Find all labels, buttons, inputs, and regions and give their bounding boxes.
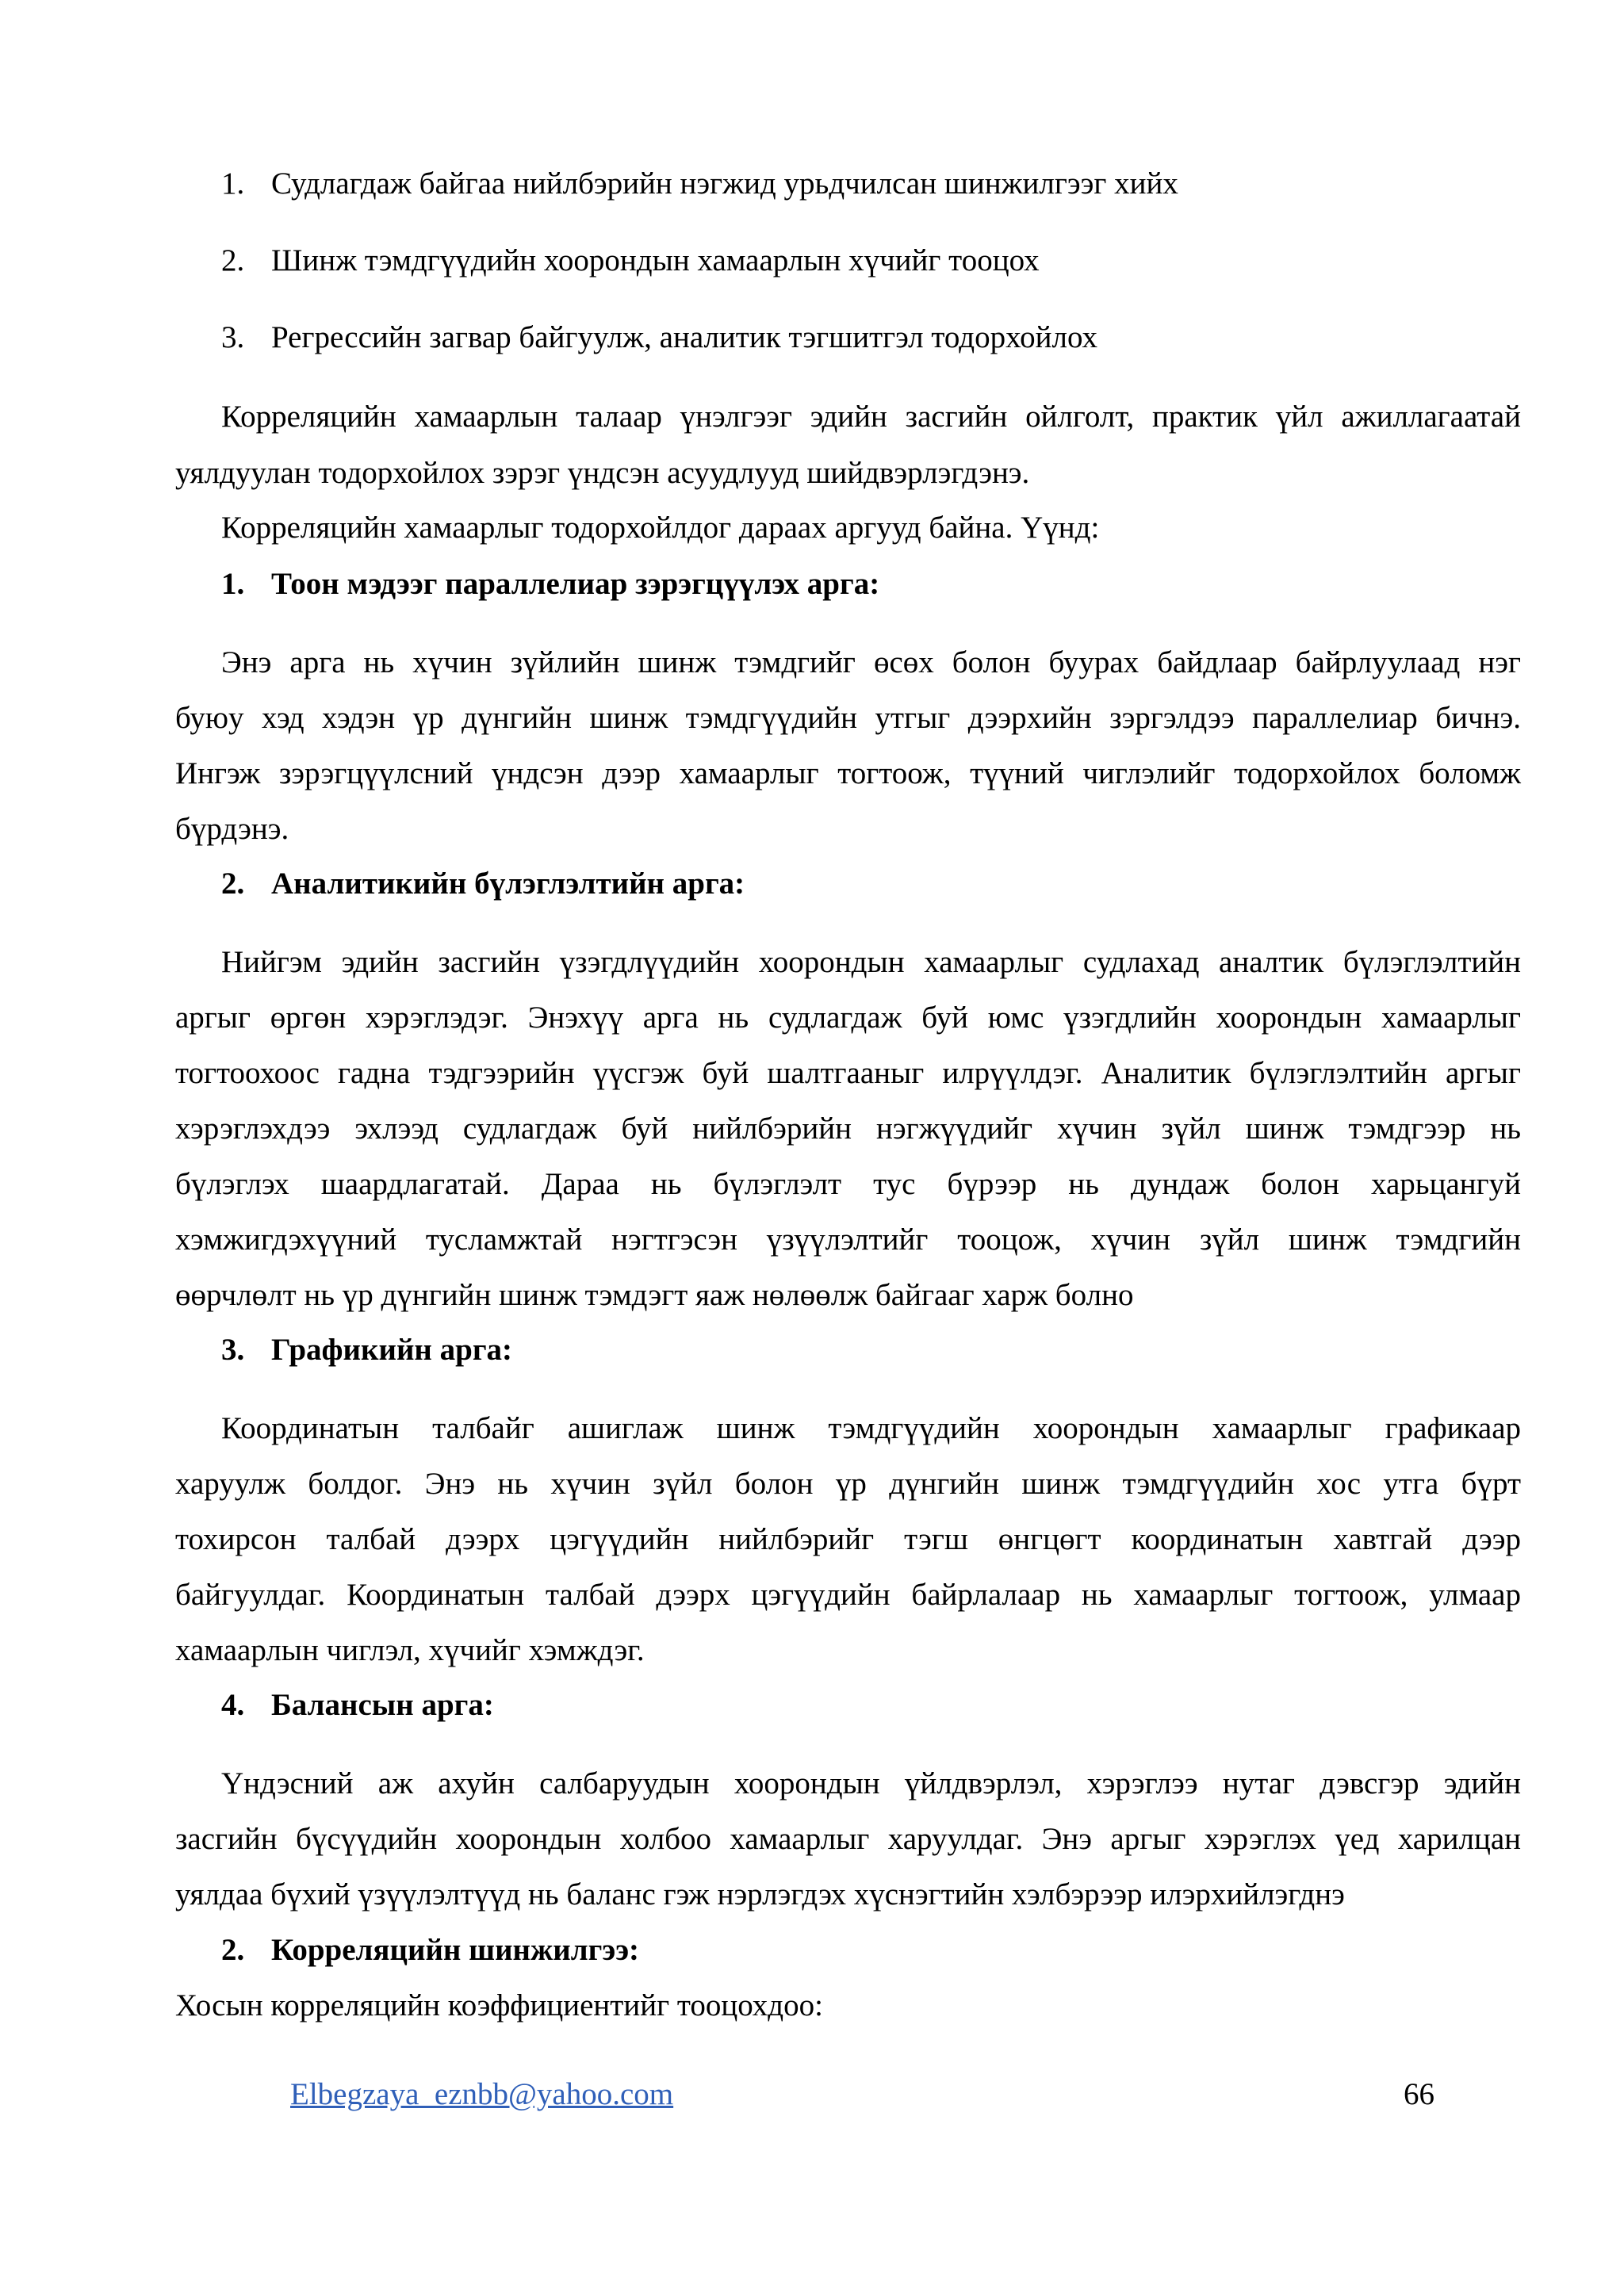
- section-heading: Корреляцийн шинжилгээ:: [271, 1933, 640, 1967]
- paragraph-line: хэмжигдэхүүний тусламжтай нэгтгэсэн үзүүлэлтийг тооцож, хүчин зүйл шинж тэмдгийн: [175, 1223, 1521, 1257]
- paragraph-line: буюу хэд хэдэн үр дүнгийн шинж тэмдгүүдийн утгыг дээрхийн зэргэлдээ параллелиар бичнэ.: [175, 701, 1521, 735]
- paragraph-line: Энэ арга нь хүчин зүйлийн шинж тэмдгийг өсөх болон буурах байдлаар байрлуулаад нэг: [221, 645, 1521, 679]
- list-item: Шинж тэмдгүүдийн хоорондын хамаарлын хүчийг тооцох: [271, 243, 1040, 277]
- paragraph-line: Координатын талбайг ашиглаж шинж тэмдгүүдийн хоорондын хамаарлыг графикаар: [221, 1411, 1521, 1445]
- paragraph-line: уялдуулан тодорхойлох зэрэг үндсэн асуудлууд шийдвэрлэгдэнэ.: [175, 456, 1030, 490]
- list-item: Судлагдаж байгаа нийлбэрийн нэгжид урьдчилсан шинжилгээг хийх: [271, 166, 1178, 201]
- paragraph-line: Нийгэм эдийн засгийн үзэгдлүүдийн хоорондын хамаарлыг судлахад аналтик бүлэглэлтийн: [221, 945, 1521, 979]
- footer-email-link[interactable]: Elbegzaya_eznbb@yahoo.com: [290, 2077, 674, 2111]
- paragraph-line: аргыг өргөн хэрэглэдэг. Энэхүү арга нь судлагдаж буй юмс үзэгдлийн хоорондын хамаарлыг: [175, 1001, 1521, 1035]
- section-number: 2.: [221, 1933, 245, 1967]
- list-number: 3.: [221, 320, 245, 354]
- paragraph-line: хэрэглэхдээ эхлээд судлагдаж буй нийлбэрийн нэгжүүдийг хүчин зүйл шинж тэмдгээр нь: [175, 1112, 1521, 1146]
- paragraph-line: хамаарлын чиглэл, хүчийг хэмждэг.: [175, 1633, 645, 1667]
- paragraph-line: байгуулдаг. Координатын талбай дээрх цэгүүдийн байрлалаар нь хамаарлыг тогтоож, улмаар: [175, 1578, 1521, 1612]
- section-heading: Балансын арга:: [271, 1688, 494, 1722]
- section-number: 4.: [221, 1688, 245, 1722]
- page-number: 66: [1404, 2077, 1434, 2111]
- paragraph-line: Ингэж зэрэгцүүлсний үндсэн дээр хамаарлыг тогтоож, түүний чиглэлийг тодорхойлох боломж: [175, 756, 1521, 790]
- paragraph-line: Хосын корреляцийн коэффициентийг тооцохдоо:: [175, 1988, 823, 2022]
- paragraph-line: харуулж болдог. Энэ нь хүчин зүйл болон үр дүнгийн шинж тэмдгүүдийн хос утга бүрт: [175, 1467, 1521, 1501]
- paragraph-line: өөрчлөлт нь үр дүнгийн шинж тэмдэгт яаж нөлөөлж байгааг харж болно: [175, 1278, 1134, 1312]
- section-heading: Аналитикийн бүлэглэлтийн арга:: [271, 867, 745, 901]
- list-item: Регрессийн загвар байгуулж, аналитик тэгшитгэл тодорхойлох: [271, 320, 1097, 354]
- paragraph-line: Үндэсний аж ахуйн салбаруудын хоорондын үйлдвэрлэл, хэрэглээ нутаг дэвсгэр эдийн: [221, 1766, 1521, 1800]
- paragraph-line: засгийн бүсүүдийн хоорондын холбоо хамаарлыг харуулдаг. Энэ аргыг хэрэглэх үед харилцан: [175, 1822, 1521, 1856]
- paragraph-line: тохирсон талбай дээрх цэгүүдийн нийлбэрийг тэгш өнгцөгт координатын хавтгай дээр: [175, 1522, 1521, 1556]
- paragraph-line: тогтоохоос гадна тэдгээрийн үүсгэж буй шалтгааныг илрүүлдэг. Аналитик бүлэглэлтийн аргыг: [175, 1056, 1521, 1090]
- paragraph-line: бүлэглэх шаардлагатай. Дараа нь бүлэглэлт тус бүрээр нь дундаж болон харьцангуй: [175, 1167, 1521, 1201]
- section-number: 1.: [221, 567, 245, 601]
- paragraph-line: Корреляцийн хамаарлыг тодорхойлдог дараах аргууд байна. Үүнд:: [221, 511, 1100, 545]
- paragraph-line: уялдаа бүхий үзүүлэлтүүд нь баланс гэж нэрлэгдэх хүснэгтийн хэлбэрээр илэрхийлэгднэ: [175, 1877, 1345, 1911]
- paragraph-line: бүрдэнэ.: [175, 812, 289, 846]
- list-number: 1.: [221, 166, 245, 201]
- section-heading: Графикийн арга:: [271, 1333, 513, 1367]
- section-number: 2.: [221, 867, 245, 901]
- section-heading: Тоон мэдээг параллелиар зэрэгцүүлэх арга:: [271, 567, 880, 601]
- paragraph-line: Корреляцийн хамаарлын талаар үнэлгээг эдийн засгийн ойлголт, практик үйл ажиллагаатай: [221, 400, 1521, 434]
- list-number: 2.: [221, 243, 245, 277]
- section-number: 3.: [221, 1333, 245, 1367]
